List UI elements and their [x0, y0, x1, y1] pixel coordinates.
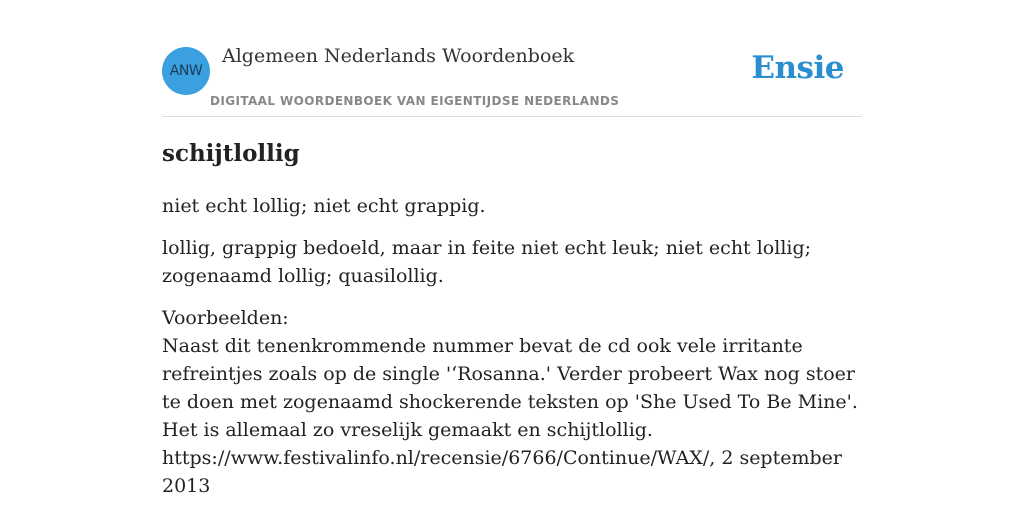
entry-content	[162, 138, 862, 500]
headword: schijtlollig	[162, 140, 300, 167]
long-definition: lollig, grappig bedoeld, maar in feite niet echt leuk; niet echt lollig; zogenaamd lollig; quasilollig.	[162, 237, 812, 287]
site-title[interactable]: Algemeen Nederlands Woordenboek	[222, 45, 575, 67]
example-source: https://www.festivalinfo.nl/recensie/6766/Continue/WAX/, 2 september 2013	[162, 447, 842, 497]
ensie-brand-logo[interactable]: Ensie	[751, 50, 844, 86]
example-text: Naast dit tenenkrommende nummer bevat de cd ook vele irritante refreintjes zoals op de single '‘Rosanna.' Verder probeert Wax nog stoer te doen met zogenaamd shockerende teksten op 'She Used To Be Mine'. Het is allemaal zo vreselijk gemaakt en schijtlollig.	[162, 335, 858, 441]
logo-text: ANW	[169, 63, 203, 79]
site-header	[162, 0, 862, 117]
examples-label: Voorbeelden:	[162, 307, 289, 329]
examples-section	[162, 304, 862, 500]
short-definition: niet echt lollig; niet echt grappig.	[162, 195, 486, 217]
page	[162, 0, 862, 497]
spacer	[162, 290, 862, 304]
site-subtitle: DIGITAAL WOORDENBOEK VAN EIGENTIJDSE NEDERLANDS	[210, 94, 620, 108]
anw-logo[interactable]	[162, 47, 210, 95]
